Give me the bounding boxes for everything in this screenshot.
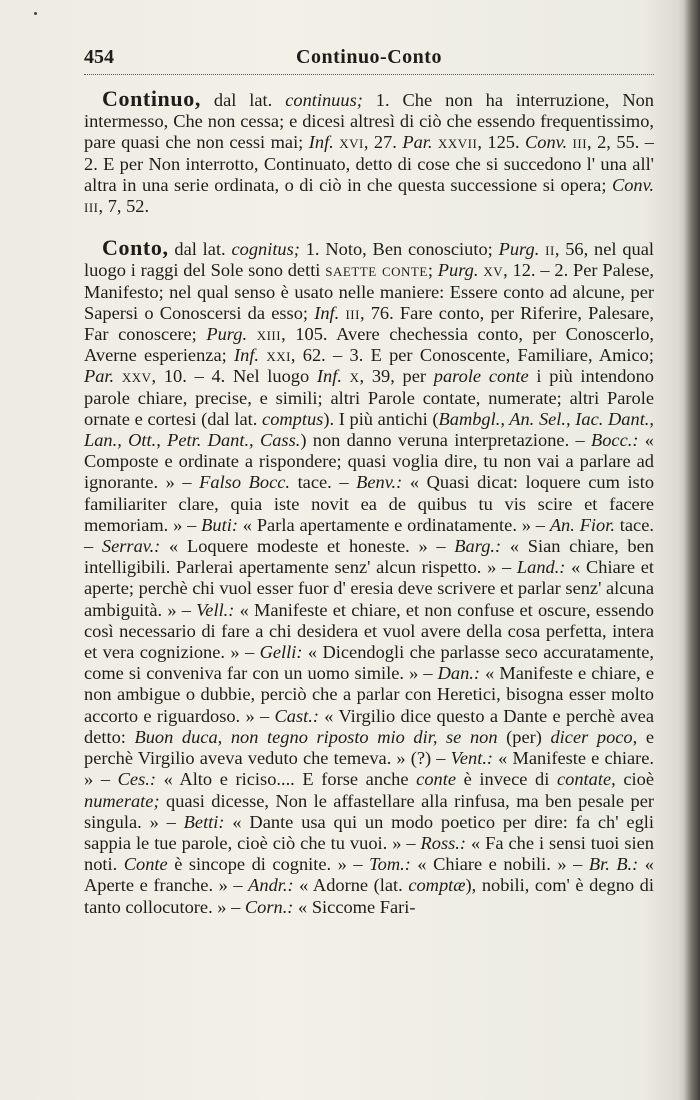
- italic-run: Gelli:: [259, 642, 303, 663]
- italic-run: dicer poco: [550, 726, 633, 747]
- text-run: , e perchè Virgilio aveva veduto che temeva. » (?) –: [84, 726, 654, 769]
- text-run: , 39, per: [359, 366, 434, 387]
- text-run: dal lat.: [168, 239, 232, 260]
- header-rule: [84, 74, 654, 75]
- smallcaps-run: xxvii: [437, 132, 478, 153]
- smallcaps-run: iii: [84, 196, 99, 217]
- italic-run: Inf.: [316, 366, 342, 387]
- italic-run: comptæ: [408, 875, 466, 896]
- italic-run: parole conte: [433, 366, 529, 387]
- italic-run: Bambgl., An. Sel., Iac. Dant., Lan., Ott., Petr. Dant., Cass.: [84, 408, 654, 451]
- text-run: , 56, nel qual luogo i raggi del Sole sono detti: [84, 239, 654, 281]
- text-run: « Composte e ordinate a rispondere; quasi voglia dire, tu non vai a parlare ad ignorante. » –: [84, 430, 654, 493]
- text-run: quasi dicesse, Non le affastellare alla rinfusa, ma ben pesale per singula. » –: [84, 790, 654, 832]
- italic-run: Barg.:: [454, 536, 502, 557]
- smallcaps-run: iii: [345, 302, 360, 323]
- text-run: « Adorne (lat.: [293, 875, 409, 896]
- text-run: ) non danno veruna interpretazione. –: [300, 430, 591, 451]
- text-run: (per): [497, 726, 551, 747]
- text-run: , 76. Fare conto, per Riferire, Palesare, Far conoscere;: [84, 302, 654, 345]
- italic-run: Land.:: [516, 557, 566, 578]
- text-run: i più intendono parole chiare, precise, e simili; altri Parole contate, numerate; altri Parole ornate e cortesi (dal lat.: [84, 366, 654, 429]
- smallcaps-run: x: [349, 366, 360, 387]
- text-run: dal lat.: [200, 90, 286, 110]
- text-run: è sincope di cognite. » –: [167, 854, 370, 875]
- italic-run: Inf.: [234, 345, 260, 366]
- text-run: [114, 366, 122, 386]
- text-run: , 2, 55. – 2. E per Non interrotto, Continuato, detto di cose che si succedono l' una all' altra in una serie ordinata, o di ciò in che questa successione si opera;: [84, 132, 654, 195]
- entry-continuo: [84, 88, 654, 217]
- smallcaps-run: xxv: [121, 366, 152, 387]
- text-run: « Chiare e nobili. » –: [410, 854, 589, 875]
- italic-run: Tom.:: [369, 854, 411, 875]
- italic-run: Purg.: [437, 260, 479, 281]
- smallcaps-run: xvi: [339, 132, 364, 153]
- italic-run: Purg.: [498, 239, 540, 260]
- italic-run: Ces.:: [117, 769, 156, 790]
- italic-run: conte: [416, 769, 456, 790]
- italic-run: Andr.:: [248, 875, 294, 896]
- entry-body: [84, 239, 654, 916]
- italic-run: An. Fior.: [549, 514, 615, 535]
- italic-run: comptus: [262, 408, 324, 429]
- headword: Conto,: [102, 235, 169, 261]
- text-run: ). I più antichi (: [323, 408, 439, 429]
- text-run: « Chiare et aperte; perchè chi vuol esser fuor d' eresia deve scrivere et parlar senz' alcuna ambiguità. » –: [84, 557, 655, 620]
- smallcaps-run: xiii: [256, 324, 282, 345]
- text-run: « Manifeste e chiare. » –: [84, 748, 654, 790]
- text-run: « Manifeste et chiare, et non confuse et oscure, essendo così necessario di fare a chi desidera et vuol avere della cosa perfetta, intera et vera cognizione. » –: [84, 599, 654, 663]
- text-run: « Siccome Fari-: [293, 896, 416, 917]
- italic-run: Par.: [402, 132, 433, 153]
- italic-run: continuus;: [285, 90, 363, 110]
- italic-run: Conv.: [525, 132, 568, 153]
- headword: Continuo,: [102, 86, 201, 111]
- text-run: « Alto e riciso.... E forse anche: [155, 769, 417, 790]
- smallcaps-run: xv: [483, 260, 504, 281]
- text-run: , 62. – 3. E per Conoscente, Familiare, Amico;: [290, 345, 654, 366]
- text-run: [247, 324, 257, 344]
- text-run: « Dicendogli che parlasse seco accuratamente, come si conveniva far con un uomo simile. » –: [84, 642, 655, 684]
- italic-run: Buti:: [201, 514, 238, 535]
- text-run: [342, 366, 350, 386]
- smallcaps-run: ii: [545, 239, 555, 260]
- text-run: , 125.: [477, 132, 526, 153]
- italic-run: Bocc.:: [591, 430, 639, 451]
- text-run: « Aperte e franche. » –: [84, 854, 655, 896]
- italic-run: Buon duca, non tegno riposto mio dir, se non: [134, 726, 498, 747]
- text-run: « Fa che i sensi tuoi sien noti.: [84, 832, 655, 875]
- text-run: « Loquere modeste et honeste. » –: [160, 536, 455, 557]
- smallcaps-run: saette conte: [325, 260, 428, 281]
- page-header: [84, 46, 654, 72]
- italic-run: cognitus;: [231, 239, 300, 260]
- italic-run: Betti:: [183, 811, 225, 832]
- text-run: ), nobili, com' è degno di tanto collocutore. » –: [84, 875, 654, 917]
- page-number: 454: [84, 46, 114, 68]
- text-run: tace. –: [84, 514, 654, 557]
- smallcaps-run: iii: [572, 132, 588, 153]
- italic-run: Ross.:: [420, 832, 466, 853]
- running-title: Continuo-Conto: [296, 46, 442, 68]
- italic-run: Corn.:: [244, 896, 294, 917]
- italic-run: contate: [556, 769, 612, 790]
- italic-run: Par.: [84, 366, 115, 387]
- text-run: , 105. Avere chechessia conto, per Conoscerlo, Averne esperienza;: [84, 324, 655, 366]
- italic-run: Falso Bocc.: [199, 472, 290, 493]
- dictionary-text: [84, 88, 654, 918]
- italic-run: Dan.:: [437, 663, 481, 684]
- italic-run: Vent.:: [450, 748, 494, 769]
- italic-run: Conte: [123, 854, 168, 875]
- italic-run: Benv.:: [356, 472, 403, 493]
- text-run: ;: [427, 260, 438, 281]
- text-run: 1. Che non ha interruzione, Non intermesso, Che non cessa; e dicesi altresì di ciò che essendo frequentissimo, pare quasi che non cessi mai;: [84, 90, 654, 153]
- text-run: « Virgilio dice questo a Dante e perchè avea detto:: [84, 705, 655, 747]
- text-run: « Quasi dicat: loquere cum isto familiariter clare, quia iste novit ea de quibus tu vis scire et facere memoriam. » –: [84, 472, 655, 535]
- text-run: , 27.: [363, 132, 403, 153]
- italic-run: numerate;: [84, 790, 160, 811]
- text-run: è invece di: [456, 769, 557, 790]
- entry-conto: [84, 237, 654, 918]
- italic-run: Purg.: [206, 324, 248, 345]
- ink-speck: [34, 12, 37, 15]
- text-run: 1. Noto, Ben conosciuto;: [299, 239, 499, 260]
- smallcaps-run: xxi: [266, 345, 291, 366]
- text-run: « Parla apertamente e ordinatamente. » –: [237, 514, 550, 535]
- text-run: , 7, 52.: [98, 196, 150, 217]
- italic-run: Br. B.:: [588, 854, 639, 875]
- italic-run: Serrav.:: [101, 536, 161, 557]
- italic-run: Inf.: [308, 132, 334, 153]
- italic-run: Inf.: [314, 302, 340, 323]
- text-run: , cioè: [611, 769, 654, 790]
- text-run: « Sian chiare, ben intelligibili. Parlerai apertamente senz' alcun rispetto. » –: [84, 536, 654, 578]
- italic-run: Conv.: [611, 174, 654, 195]
- text-run: , 10. – 4. Nel luogo: [151, 366, 317, 387]
- italic-run: Cast.:: [274, 705, 319, 726]
- text-run: « Manifeste e chiare, e non ambigue o dubbie, perciò che a parlar con Heretici, bisogna esser molto accorto e riguardoso. » –: [84, 663, 654, 726]
- page-edge-shadow: [684, 0, 700, 1100]
- text-run: , 12. – 2. Per Palese, Manifesto; nel qual senso è usato nelle maniere: Essere conto ad alcune, per Sapersi o Conoscersi da esso;: [84, 260, 654, 323]
- italic-run: Vell.:: [196, 599, 235, 620]
- text-run: tace. –: [290, 472, 357, 493]
- text-run: « Dante usa qui un modo poetico per dire: fa ch' egli sappia le tue parole, cioè ciò che tu vuoi. » –: [84, 811, 654, 853]
